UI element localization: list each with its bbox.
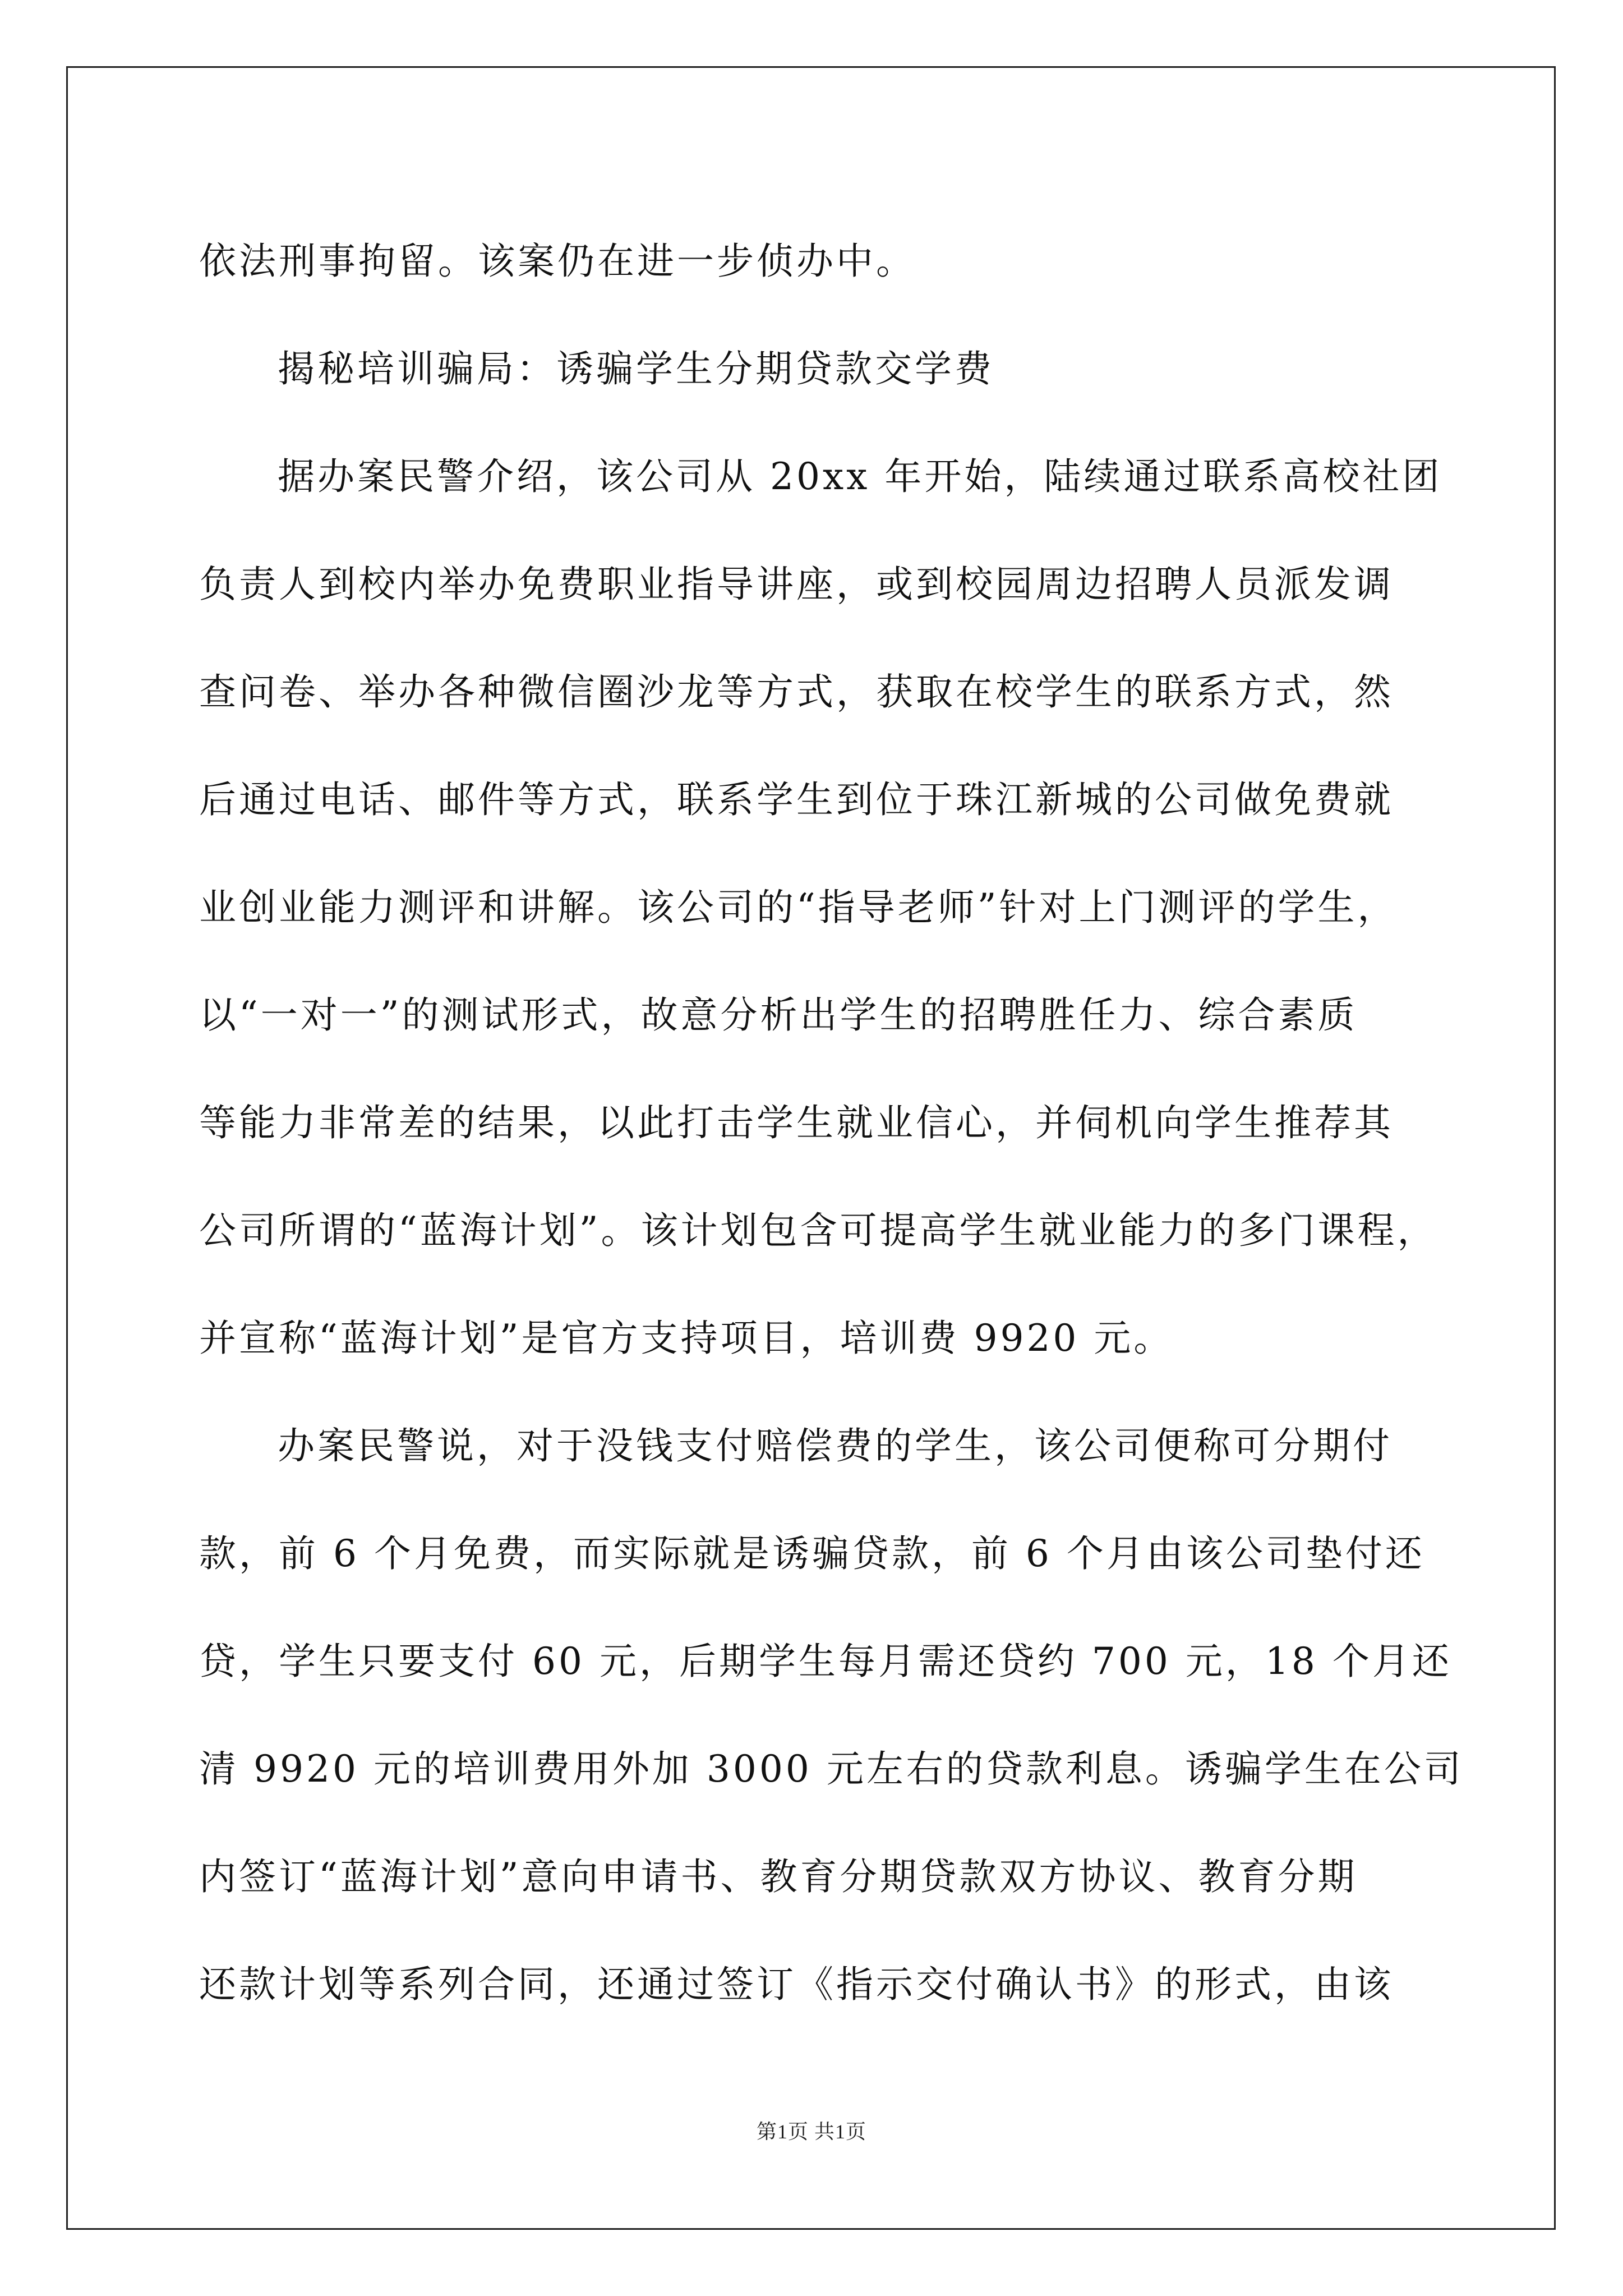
paragraph-start: 办案民警说，对于没钱支付赔偿费的学生，该公司便称可分期付 — [278, 1424, 1393, 1467]
text-line: 还款计划等系列合同，还通过签订《指示交付确认书》的形式，由该 — [199, 1963, 1394, 2006]
text-line: 贷，学生只要支付 60 元，后期学生每月需还贷约 700 元，18 个月还 — [199, 1640, 1452, 1683]
text-line: 清 9920 元的培训费用外加 3000 元左右的贷款利息。诱骗学生在公司 — [199, 1747, 1464, 1791]
paragraph-start: 据办案民警介绍，该公司从 20xx 年开始，陆续通过联系高校社团 — [278, 455, 1442, 498]
text-line: 查问卷、举办各种微信圈沙龙等方式，获取在校学生的联系方式，然 — [199, 670, 1394, 714]
document-body — [199, 208, 1464, 2039]
text-line: 款，前 6 个月免费，而实际就是诱骗贷款，前 6 个月由该公司垫付还 — [199, 1532, 1425, 1575]
text-line: 内签订“蓝海计划”意向申请书、教育分期贷款双方协议、教育分期 — [199, 1855, 1358, 1898]
text-line: 业创业能力测评和讲解。该公司的“指导老师”针对上门测评的学生， — [199, 886, 1398, 929]
section-heading: 揭秘培训骗局：诱骗学生分期贷款交学费 — [278, 347, 994, 390]
page-number-footer: 第1页 共1页 — [756, 2120, 866, 2143]
text-line: 并宣称“蓝海计划”是官方支持项目，培训费 9920 元。 — [199, 1317, 1174, 1360]
text-line: 负责人到校内举办免费职业指导讲座，或到校园周边招聘人员派发调 — [199, 563, 1394, 606]
text-line: 以“一对一”的测试形式，故意分析出学生的招聘胜任力、综合素质 — [199, 993, 1358, 1037]
text-line: 后通过电话、邮件等方式，联系学生到位于珠江新城的公司做免费就 — [199, 778, 1394, 821]
text-line: 公司所谓的“蓝海计划”。该计划包含可提高学生就业能力的多门课程， — [199, 1209, 1437, 1252]
text-line: 依法刑事拘留。该案仍在进一步侦办中。 — [199, 240, 916, 283]
text-line: 等能力非常差的结果，以此打击学生就业信心，并伺机向学生推荐其 — [199, 1101, 1394, 1144]
